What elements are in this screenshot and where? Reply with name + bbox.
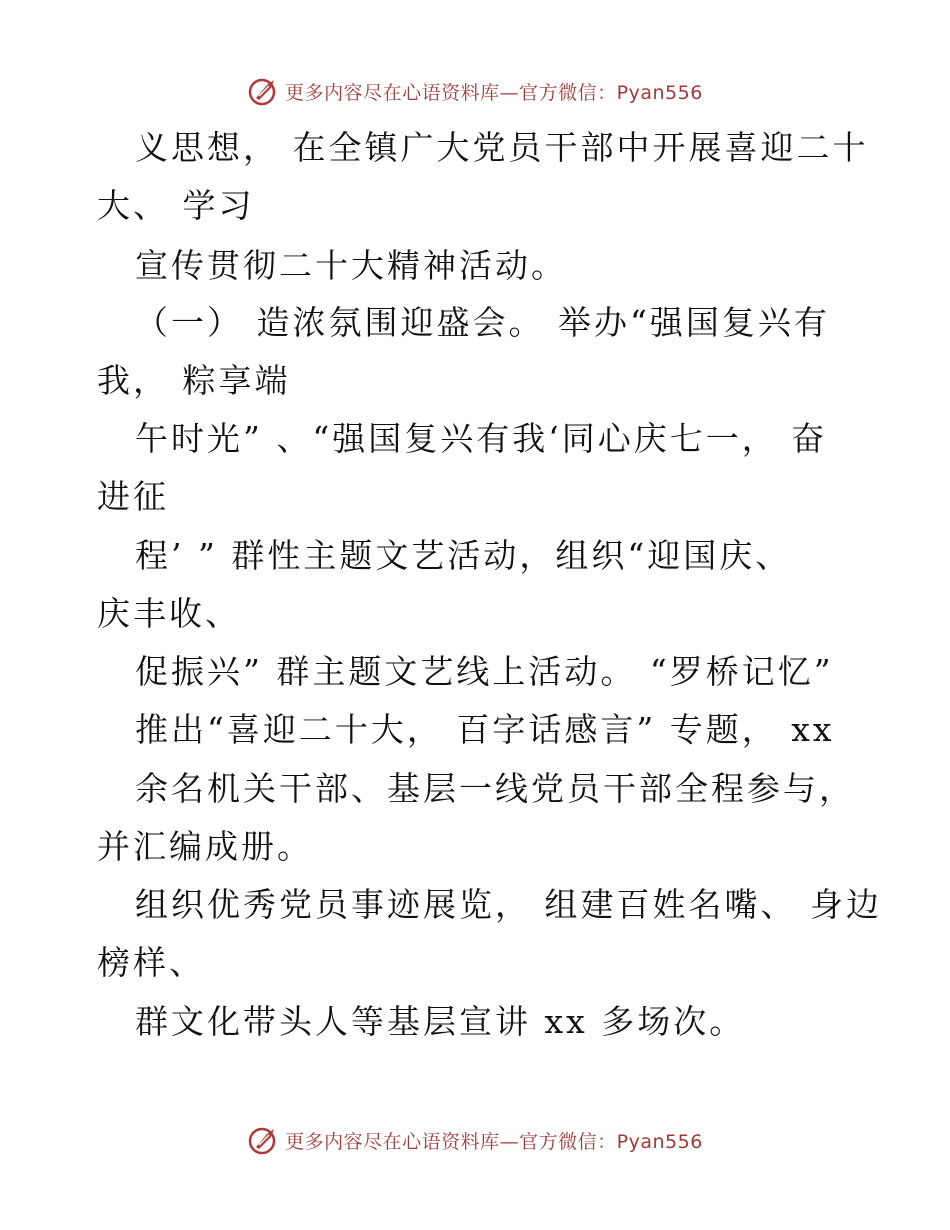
body-line: 组织优秀党员事迹展览， 组建百姓名嘴、 身边: [135, 885, 882, 924]
pen-nib-logo-icon: [247, 74, 281, 108]
body-line: 庆丰收、: [97, 594, 241, 633]
body-line: 推出“喜迎二十大， 百字话感言” 专题， xx: [135, 710, 835, 749]
watermark-text: 更多内容尽在心语资料库—官方微信：Pyan556: [285, 81, 703, 104]
body-line: 群文化带头人等基层宣讲 xx 多场次。: [135, 1002, 746, 1041]
watermark-text: 更多内容尽在心语资料库—官方微信：Pyan556: [285, 1130, 703, 1153]
body-line: 程’ ” 群性主题文艺活动，组织“迎国庆、: [135, 536, 792, 575]
header-watermark: [0, 71, 950, 111]
body-line: 榜样、: [97, 943, 205, 982]
body-line: 宣传贯彻二十大精神活动。: [135, 246, 567, 285]
footer-watermark: [0, 1120, 950, 1160]
body-line: 并汇编成册。: [97, 827, 313, 866]
body-line: 大、 学习: [97, 186, 255, 225]
body-line: 余名机关干部、基层一线党员干部全程参与，: [135, 769, 855, 808]
body-line: 午时光” 、“强国复兴有我‘同心庆七一， 奋: [135, 419, 828, 458]
body-line: （一） 造浓氛围迎盛会。 举办“强国复兴有: [135, 303, 830, 342]
body-line: 进征: [97, 477, 169, 516]
body-line: 促振兴” 群主题文艺线上活动。 “罗桥记忆”: [135, 652, 834, 691]
body-line: 义思想， 在全镇广大党员干部中开展喜迎二十: [135, 128, 869, 167]
pen-nib-logo-icon: [247, 1123, 281, 1157]
body-line: 我， 粽享端: [97, 361, 291, 400]
